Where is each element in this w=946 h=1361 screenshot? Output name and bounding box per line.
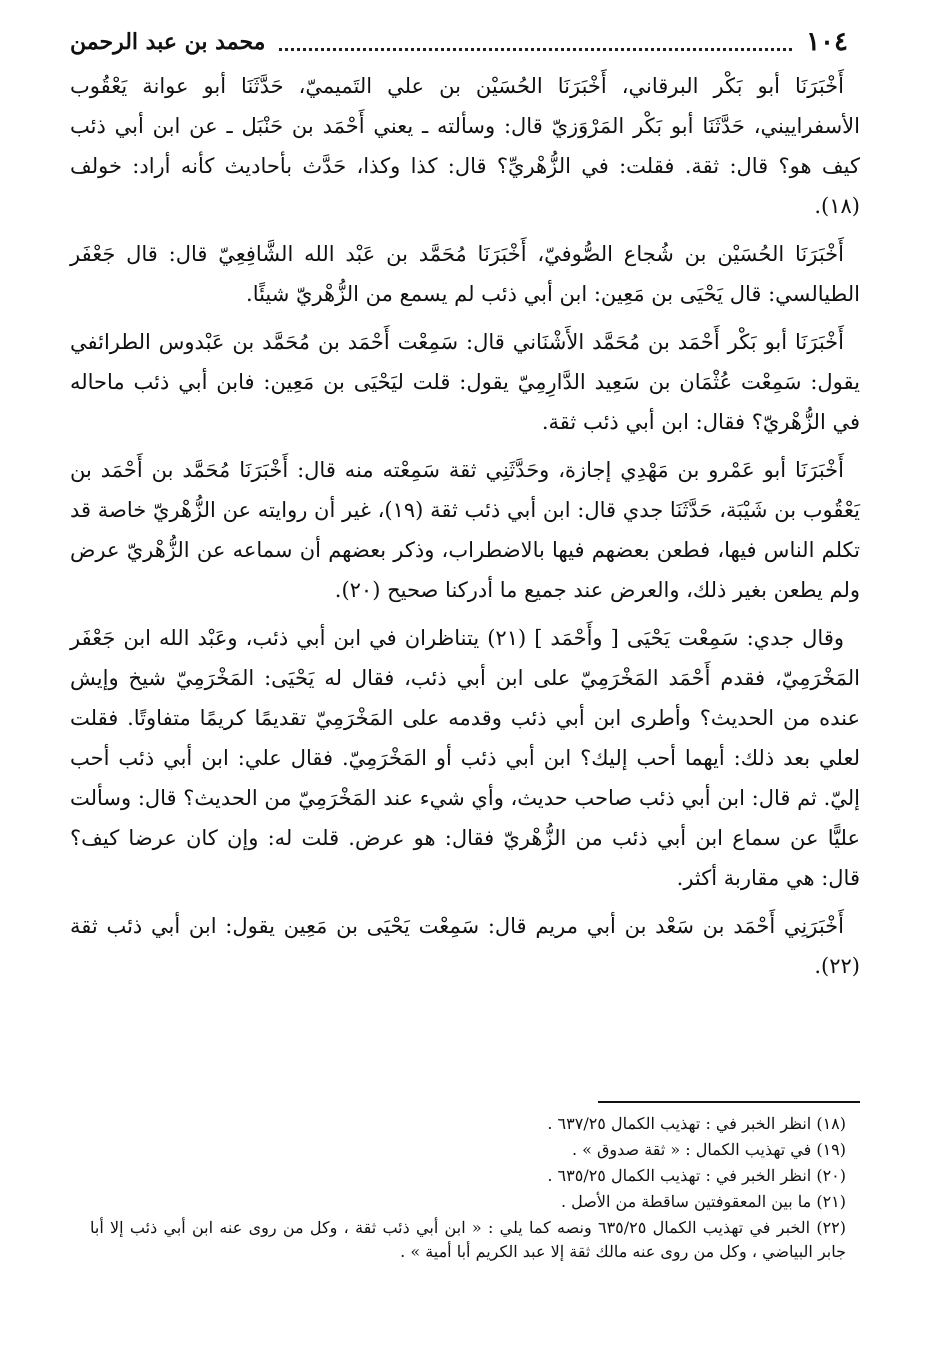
- paragraph: أَخْبَرَنَا أبو بَكْر أَحْمَد بن مُحَمَّد الأَشْنَاني قال: سَمِعْت أَحْمَد بن مُحَمَّد بن عَبْدوس الطرائفي يقول: سَمِعْت عُثْمَان بن سَعِيد الدَّارِمِيّ يقول: قلت ليَحْيَى بن مَعِين: فابن أبي ذئب ماحاله في الزُّهْريّ؟ فقال: ابن أبي ذئب ثقة.: [70, 330, 860, 434]
- paragraph: أَخْبَرَنَا الحُسَيْن بن شُجاع الصُّوفيّ، أَخْبَرَنَا مُحَمَّد بن عَبْد الله الشَّافِعِيّ قال: قال جَعْفَر الطيالسي: قال يَحْيَى بن مَعِين: ابن أبي ذئب لم يسمع من الزُّهْريّ شيئًا.: [70, 242, 860, 306]
- footnote: (١٨) انظر الخبر في : تهذيب الكمال ٦٣٧/٢٥ .: [547, 1114, 846, 1133]
- footnote: (٢١) ما بين المعقوفتين ساقطة من الأصل .: [560, 1192, 846, 1211]
- footnote: (٢٠) انظر الخبر في : تهذيب الكمال ٦٣٥/٢٥ .: [547, 1166, 846, 1185]
- running-title: محمد بن عبد الرحمن: [70, 29, 266, 55]
- paragraph: وقال جدي: سَمِعْت يَحْيَى [ وأَحْمَد ] (٢١) يتناظران في ابن أبي ذئب، وعَبْد الله ابن جَعْفَر المَخْرَمِيّ، فقدم أَحْمَد المَخْرَمِيّ على ابن أبي ذئب، فقال له يَحْيَى: المَخْرَمِيّ شيخ وإيش عنده من الحديث؟ وأطرى ابن أبي ذئب وقدمه على المَخْرَمِيّ تقديمًا كريمًا متفاوتًا. فقلت لعلي بعد ذلك: أيهما أحب إليك؟ ابن أبي ذئب أو المَخْرَمِيّ. فقال علي: ابن أبي ذئب أحب إليّ. ثم قال: ابن أبي ذئب صاحب حديث، وأي شيء عند المَخْرَمِيّ من الحديث؟ قال: وسألت عليًّا عن سماع ابن أبي ذئب من الزُّهْريّ فقال: هو عرض. قلت له: وإن كان عرضا كيف؟ قال: هي مقاربة أكثر.: [69, 626, 860, 890]
- header-dotted-leader: [279, 34, 792, 51]
- footnote-separator: [598, 1101, 860, 1103]
- paragraph: أَخْبَرَنِي أَحْمَد بن سَعْد بن أبي مريم قال: سَمِعْت يَحْيَى بن مَعِين يقول: ابن أبي ذئب ثقة (٢٢).: [70, 914, 860, 978]
- main-text: [70, 66, 860, 994]
- footnote: (٢٢) الخبر في تهذيب الكمال ٦٣٥/٢٥ ونصه كما يلي : « ابن أبي ذئب ثقة ، وكل من روى عنه ابن أبي ذئب إلا أبا جابر البياضي ، وكل من روى عنه مالك ثقة إلا عبد الكريم أبا أمية » .: [90, 1218, 846, 1261]
- footnotes: [90, 1112, 846, 1266]
- paragraph: أَخْبَرَنَا أبو بَكْر البرقاني، أَخْبَرَنَا الحُسَيْن بن علي التَميميّ، حَدَّثَنَا أبو عوانة يَعْقُوب الأسفراييني، حَدَّثَنَا أبو بَكْر المَرْوَزيّ قال: وسألته ـ يعني أَحْمَد بن حَنْبَل ـ عن ابن أبي ذئب كيف هو؟ قال: ثقة. فقلت: في الزُّهْريِّ؟ قال: كذا وكذا، حَدَّث بأحاديث كأنه أراد: خولف (١٨).: [70, 74, 860, 218]
- page-number: ١٠٤: [806, 27, 848, 57]
- paragraph: أَخْبَرَنَا أبو عَمْرو بن مَهْدِي إجازة، وحَدَّثَنِي ثقة سَمِعْته منه قال: أَخْبَرَنَا مُحَمَّد بن أَحْمَد بن يَعْقُوب بن شَيْبَة، حَدَّثَنَا جدي قال: ابن أبي ذئب ثقة (١٩)، غير أن روايته عن الزُّهْريّ خاصة قد تكلم الناس فيها، فطعن بعضهم فيها بالاضطراب، وذكر بعضهم أن سماعه عن الزُّهْريّ عرض ولم يطعن بغير ذلك، والعرض عند جميع ما أدركنا صحيح (٢٠).: [70, 458, 860, 602]
- footnote: (١٩) في تهذيب الكمال : « ثقة صدوق » .: [571, 1140, 846, 1159]
- page-header: [70, 22, 848, 62]
